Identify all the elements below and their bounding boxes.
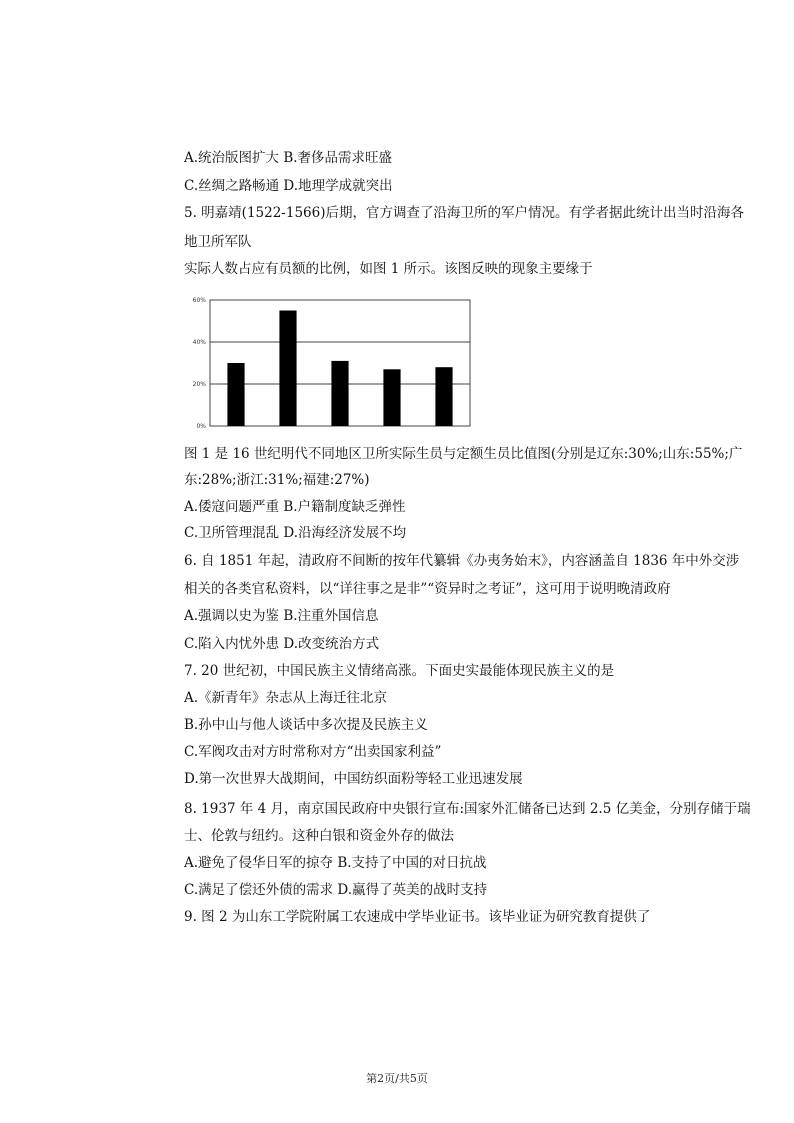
y-tick-label: 0% (196, 423, 206, 430)
text-line-15: A.《新青年》杂志从上海迁往北京 (184, 690, 388, 706)
text-line-3: 5. 明嘉靖(1522-1566)后期，官方调查了沿海卫所的军户情况。有学者据此统计出当时沿海各 (184, 205, 744, 221)
bar-chart (178, 290, 478, 435)
text-line-8: A.倭寇问题严重 B.户籍制度缺乏弹性 (184, 499, 406, 515)
text-line-6: 图 1 是 16 世纪明代不同地区卫所实际生员与定额生员比值图(分别是辽东:30%;山东:55%;广 (184, 446, 743, 462)
y-tick-label: 20% (192, 381, 206, 388)
text-line-22: C.满足了偿还外债的需求 D.赢得了英美的战时支持 (184, 882, 488, 898)
text-line-11: 相关的各类官私资料，以“详往事之是非”“资异时之考证”，这可用于说明晚清政府 (184, 581, 671, 597)
text-line-14: 7. 20 世纪初，中国民族主义情绪高涨。下面史实最能体现民族主义的是 (184, 663, 615, 679)
text-line-9: C.卫所管理混乱 D.沿海经济发展不均 (184, 525, 407, 541)
y-tick-label: 60% (192, 297, 206, 304)
text-line-13: C.陷入内忧外患 D.改变统治方式 (184, 636, 380, 652)
text-line-20: 士、伦敦与纽约。这种白银和资金外存的做法 (184, 828, 454, 844)
text-line-10: 6. 自 1851 年起，清政府不间断的按年代纂辑《办夷务始末》，内容涵盖自 1836 年中外交涉 (184, 553, 740, 569)
text-line-1: A.统治版图扩大 B.奢侈品需求旺盛 (184, 150, 393, 166)
bar (435, 367, 452, 426)
text-line-4: 地卫所军队 (184, 234, 252, 250)
text-line-18: D.第一次世界大战期间，中国纺织面粉等轻工业迅速发展 (184, 771, 523, 787)
text-line-7: 东:28%;浙江:31%;福建:27%) (184, 472, 370, 488)
bar (331, 361, 348, 426)
text-line-19: 8. 1937 年 4 月，南京国民政府中央银行宣布:国家外汇储备已达到 2.5 亿美金，分别存储于瑞 (184, 801, 751, 817)
text-line-23: 9. 图 2 为山东工学院附属工农速成中学毕业证书。该毕业证为研究教育提供了 (184, 909, 651, 925)
text-line-12: A.强调以史为鉴 B.注重外国信息 (184, 608, 379, 624)
text-line-5: 实际人数占应有员额的比例，如图 1 所示。该图反映的现象主要缘于 (184, 261, 593, 277)
bar (227, 363, 244, 426)
text-line-17: C.军阀攻击对方时常称对方“出卖国家利益” (184, 744, 442, 760)
text-line-21: A.避免了侵华日军的掠夺 B.支持了中国的对日抗战 (184, 855, 487, 871)
bar (383, 369, 400, 426)
text-line-16: B.孙中山与他人谈话中多次提及民族主义 (184, 717, 428, 733)
y-tick-label: 40% (192, 339, 206, 346)
page-number: 第2页/共5页 (366, 1072, 428, 1085)
bar (279, 311, 296, 427)
text-line-2: C.丝绸之路畅通 D.地理学成就突出 (184, 178, 393, 194)
